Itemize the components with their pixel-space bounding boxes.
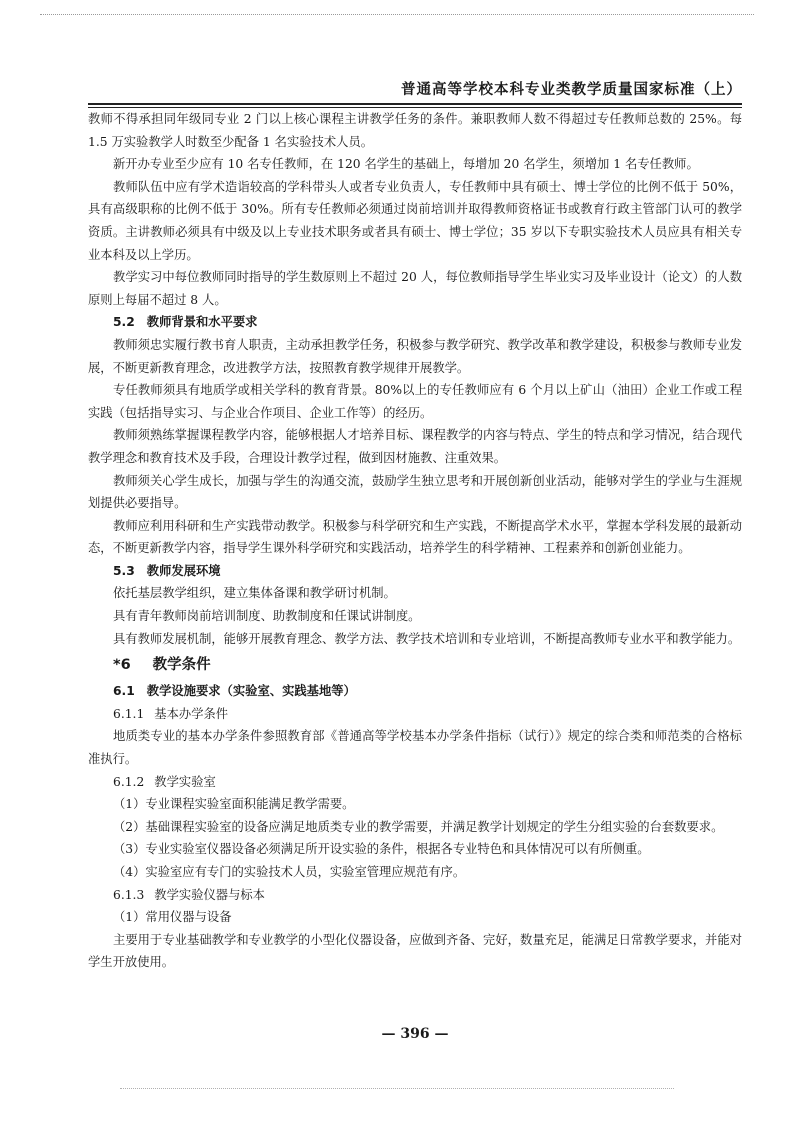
subsection-number: 6.1.3 [113,887,145,902]
paragraph: 教师须忠实履行教书育人职责，主动承担教学任务，积极参与教学研究、教学改革和教学建设，积极参与教师专业发展，不断更新教育理念，改进教学方法，按照教育教学规律开展教学。 [88,337,742,375]
paragraph: 专任教师须具有地质学或相关学科的教育背景。80%以上的专任教师应有 6 个月以上矿山（油田）企业工作或工程实践（包括指导实习、与企业合作项目、企业工作等）的经历。 [88,383,742,420]
scan-artifact-top [40,14,754,16]
paragraph: 教师须关心学生成长，加强与学生的沟通交流，鼓励学生独立思考和开展创新创业活动，能够对学生的学业与生涯规划提供必要指导。 [88,473,742,511]
subsection-number: 6.1.2 [113,774,145,789]
paragraph: 教学实习中每位教师同时指导的学生数原则上不超过 20 人，每位教师指导学生毕业实习及毕业设计（论文）的人数原则上每届不超过 8 人。 [88,270,742,307]
section-number: 5.2 [113,315,135,330]
list-item: （1）专业课程实验室面积能满足教学需要。 [113,797,355,812]
paragraph: 教师须熟练掌握课程教学内容，能够根据人才培养目标、课程教学的内容与特点、学生的特点和学习情况，结合现代教学理念和教育技术及手段，合理设计教学过程，做到因材施教、注重效果。 [88,428,742,465]
subsection-title: 教学实验仪器与标本 [154,887,265,902]
section-title: 教师发展环境 [146,563,221,578]
section-number: 5.3 [113,563,135,578]
section-heading-6-1 [88,680,742,703]
paragraph: 教师不得承担同年级同专业 2 门以上核心课程主讲教学任务的条件。兼职教师人数不得超过专任教师总数的 25%。每 1.5 万实验教学人时数至少配备 1 名实验技术人员。 [88,112,742,149]
list-item: （3）专业实验室仪器设备必须满足所开设实验的条件，根据各专业特色和具体情况可以有所侧重。 [113,842,650,857]
subsection-number: 6.1.1 [113,706,145,721]
chapter-title: 教学条件 [152,657,211,674]
paragraph: 教师应利用科研和生产实践带动教学。积极参与科学研究和生产实践，不断提高学术水平，掌握本学科发展的最新动态，不断更新教学内容，指导学生课外科学研究和实践活动，培养学生的科学精神、工程素养和创新创业能力。 [88,518,742,556]
running-header: 普通高等学校本科专业类教学质量国家标准（上） [401,82,742,98]
list-item: （1）常用仪器与设备 [113,910,232,925]
paragraph: 主要用于专业基础教学和专业教学的小型化仪器设备，应做到齐备、完好，数量充足，能满足日常教学要求，并能对学生开放使用。 [88,932,742,970]
list-item: （2）基础课程实验室的设备应满足地质类专业的教学需要，并满足教学计划规定的学生分组实验的台套数要求。 [113,819,724,834]
subsection-title: 基本办学条件 [154,706,229,721]
chapter-heading-6 [88,650,742,680]
subsection-title: 教学实验室 [154,774,216,789]
list-item: （4）实验室应有专门的实验技术人员，实验室管理应规范有序。 [113,865,466,879]
paragraph: 具有教师发展机制，能够开展教育理念、教学方法、教学技术培训和专业培训，不断提高教师专业水平和教学能力。 [113,631,741,646]
section-heading-5-2 [88,311,742,334]
chapter-number: *6 [113,657,131,674]
section-title: 教学设施要求（实验室、实践基地等） [146,684,356,699]
subsection-heading-6-1-3 [88,884,742,907]
section-heading-5-3 [88,560,742,583]
paragraph: 依托基层教学组织，建立集体备课和教学研讨机制。 [113,586,396,601]
paragraph: 新开办专业至少应有 10 名专任教师，在 120 名学生的基础上，每增加 20 名学生，须增加 1 名专任教师。 [113,157,699,172]
section-title: 教师背景和水平要求 [146,315,258,330]
page-number: — 396 — [381,1026,449,1042]
paragraph: 地质类专业的基本办学条件参照教育部《普通高等学校基本办学条件指标（试行）》规定的综合类和师范类的合格标准执行。 [88,729,742,767]
subsection-heading-6-1-1 [88,703,742,726]
page-body [88,108,742,974]
scan-artifact-bottom [120,1088,674,1090]
paragraph: 教师队伍中应有学术造诣较高的学科带头人或者专业负责人，专任教师中具有硕士、博士学位的比例不低于 50%，具有高级职称的比例不低于 30%。所有专任教师必须通过岗前培训并取得教师资格证书或教育行政主管部门认可的教学资质。主讲教师必须具有中级及以上专业技术职务或者具有硕士、博士学位；35 岁以下专职实验技术人员应具有相关专业本科及以上学历。 [88,179,742,262]
section-number: 6.1 [113,684,135,699]
subsection-heading-6-1-2 [88,771,742,794]
paragraph: 具有青年教师岗前培训制度、助教制度和任课试讲制度。 [113,609,421,624]
